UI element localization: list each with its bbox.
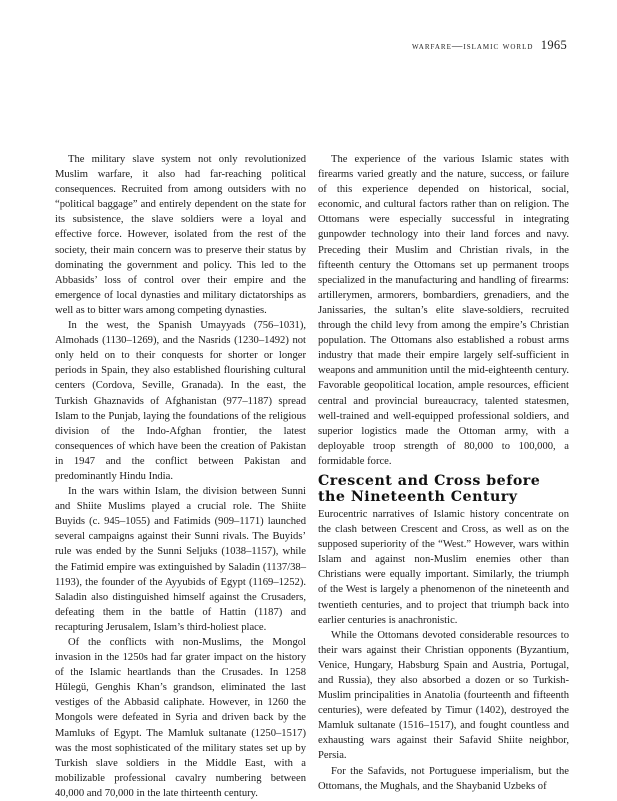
paragraph: In the wars within Islam, the division between Sunni and Shiite Muslims played a crucial role. The Shiite Buyids (c. 945–1055) and Fatimids (909–1171) launched several campaigns against their Sunni rivals. The Buyids’ rule was ended by the Sunni Seljuks (1038–1157), while the Fatimid empire was extinguished by Saladin (1137/38–1193), the founder of the Ayyubids of Egypt (1169–1252). Saladin also distinguished himself against the Crusaders, defeating them in the battle of Hattin (1187) and recapturing Jerusalem, Islam’s third-holiest place. — [55, 486, 306, 633]
section-heading-line-1: Crescent and Cross before — [318, 472, 541, 489]
paragraph: The experience of the various Islamic states with firearms varied greatly and the nature, success, or failure of this experience depended on historical, social, economic, and cultural factors rather than on religion. The Ottomans were especially successful in integrating gunpowder technology into their land forces and navy. Preceding their Muslim and Christian rivals, in the fifteenth century the Ottomans set up permanent troops specialized in the manufacturing and handling of firearms: artillerymen, armorers, bombardiers, grenadiers, and the Janissaries, the sultan’s elite slave-soldiers, recruited through the child levy from among the empire’s Christian population. The Ottomans also established a robust arms industry that made their empire largely self-sufficient in weapons and ammunition until the mid-eighteenth century. Favorable geopolitical location, ample resources, efficient central and provincial bureaucracy, talented statesmen, well-trained and well-equipped professional soldiers, and superior logistics made the Ottoman army, with a deployable troop strength of 80,000 to 100,000, a formidable force. — [318, 154, 569, 467]
running-head — [412, 38, 567, 53]
paragraph: In the west, the Spanish Umayyads (756–1031), Almohads (1130–1269), and the Nasrids (1230–1492) not only held on to their conquests for shorter or longer periods in Spain, they also established flourishing cultural centers (Cordova, Seville, Granada). In the east, the Turkish Ghaznavids of Afghanistan (977–1187) spread Islam to the Punjab, laying the foundations of the religious division of the Indo-Afghan frontier, the latest consequences of which have been the creation of Pakistan in 1947 and the conflict between Pakistan and predominantly Hindu India. — [55, 320, 306, 482]
paragraph: Eurocentric narratives of Islamic history concentrate on the clash between Crescent and Cross, as well as on the supposed superiority of the “West.” However, wars within Islam and against non-Muslim enemies other than Christians were equally important. Similarly, the triumph of the West is largely a phenomenon of the nineteenth and twentieth centuries, and to project that triumph back into earlier centuries is anachronistic. — [318, 508, 569, 626]
page-number: 1965 — [540, 38, 567, 52]
right-column — [318, 152, 569, 794]
running-head-title: warfare—islamic world — [411, 41, 534, 52]
paragraph: Of the conflicts with non-Muslims, the Mongol invasion in the 1250s had far grater impact on the history of the Islamic heartlands than the Crusades. In 1258 Hülegü, Genghis Khan’s grandson, eliminated the last vestiges of the Abbasid caliphate. However, in 1260 the Mongols were defeated in Syria and driven back by the Mamluks of Egypt. The Mamluk sultanate (1250–1517) was the most sophisticated of the military states set up by Turkish slave soldiers in the Middle East, with a mobilizable professional cavalry numbering between 40,000 and 70,000 in the late thirteenth century. — [55, 637, 306, 799]
paragraph: While the Ottomans devoted considerable resources to their wars against their Christian opponents (Byzantium, Venice, Hungary, Habsburg Spain and Austria, Portugal, and Russia), they also absorbed a dozen or so Turkish-Muslim principalities in Anatolia (fourteenth and fifteenth centuries), were defeated by Timur (1402), destroyed the Mamluk sultanate (1516–1517), and fought countless and exhausting wars against their Safavid Shiite neighbor, Persia. — [318, 629, 569, 762]
left-column — [55, 152, 306, 801]
paragraph: For the Safavids, not Portuguese imperialism, but the Ottomans, the Mughals, and the Shaybanid Uzbeks of — [318, 765, 569, 792]
section-heading — [318, 473, 569, 505]
paragraph: The military slave system not only revolutionized Muslim warfare, it also had far-reaching political consequences. Recruited from among outsiders with no “political baggage” and entirely dependent on the state for its subsistence, the slave soldiers were a loyal and effective force. However, isolated from the rest of the society, their main concern was to preserve their status by dominating the government and policy. This led to the Abbasids’ loss of control over their empire and the emergence of local dynasties and military dictatorships as well as to bitter wars among competing dynasties. — [55, 154, 306, 316]
section-heading-line-2: the Nineteenth Century — [318, 488, 518, 505]
